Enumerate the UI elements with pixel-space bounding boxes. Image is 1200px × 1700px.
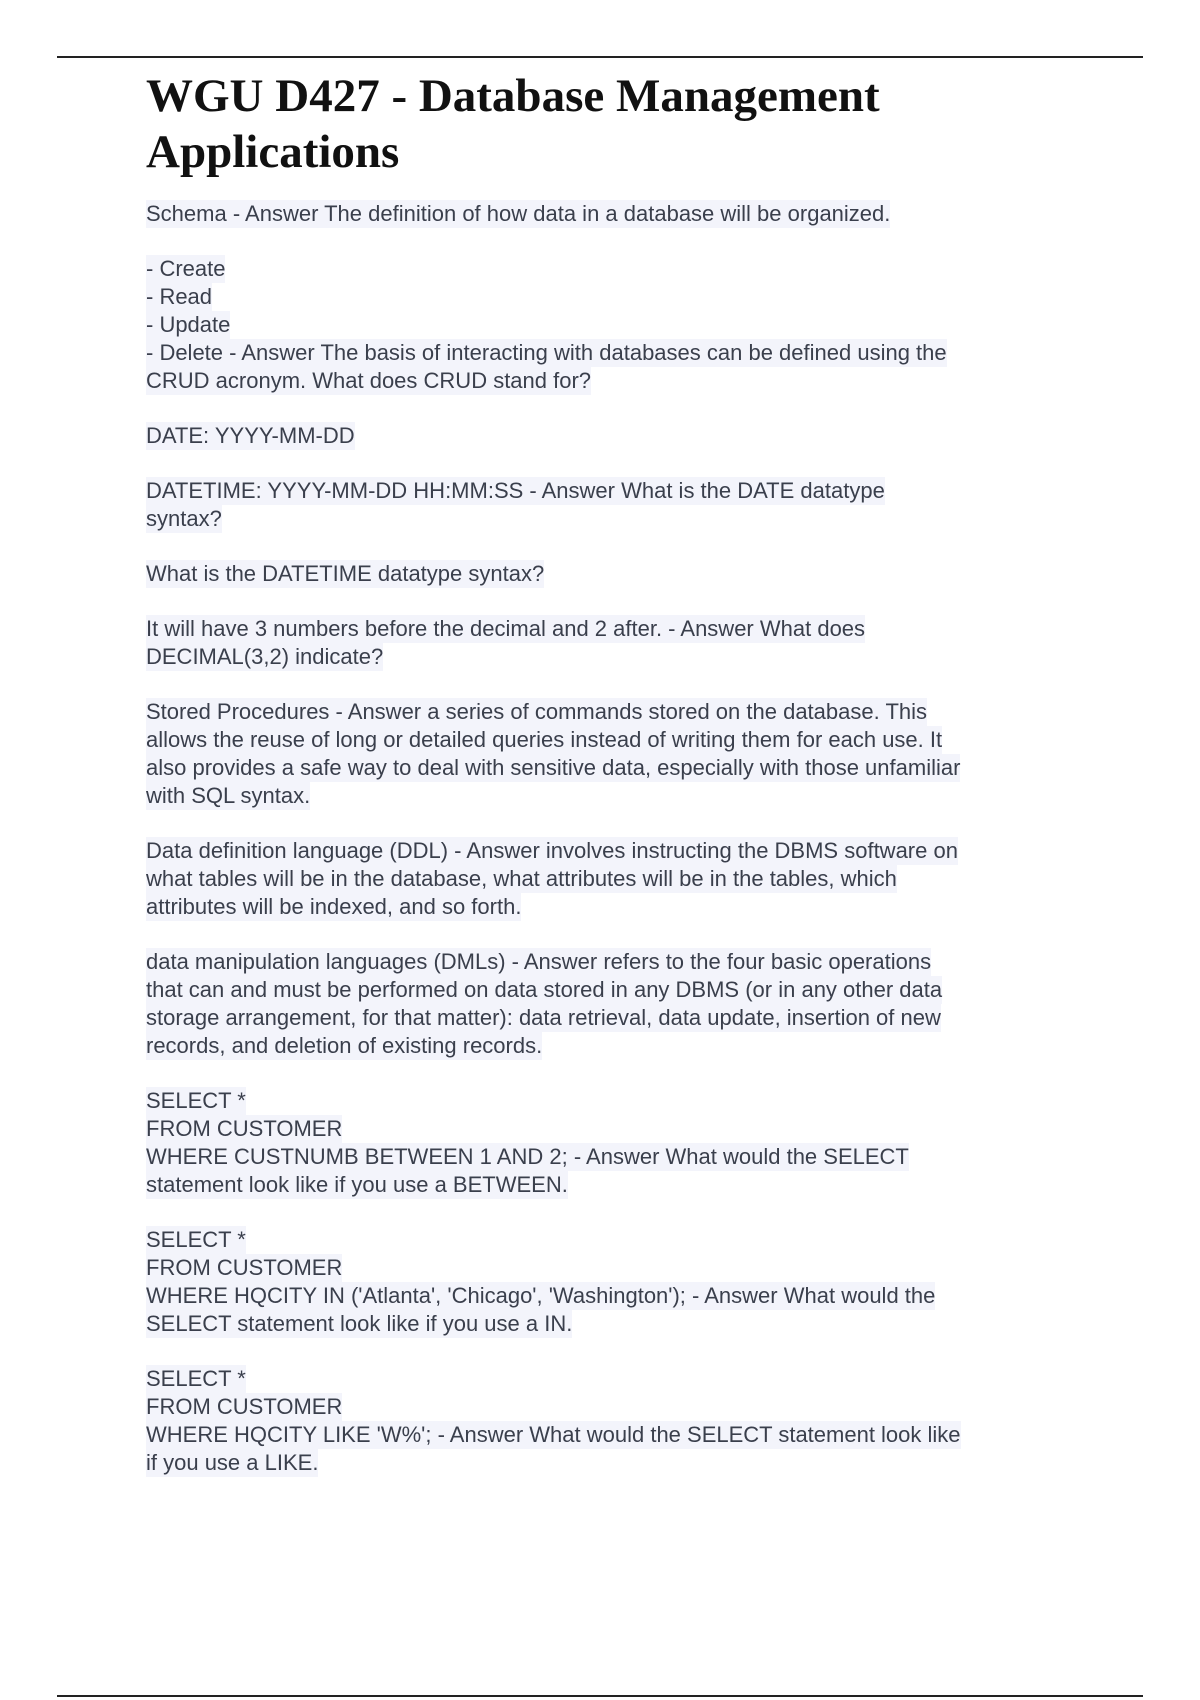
- flashcard-entry: [146, 948, 1066, 1060]
- flashcard-text-line: what tables will be in the database, what attributes will be in the tables, which: [146, 866, 897, 891]
- flashcard-text-line: that can and must be performed on data stored in any DBMS (or in any other data: [146, 977, 943, 1002]
- flashcard-entry: [146, 422, 1066, 450]
- flashcard-text-line: attributes will be indexed, and so forth.: [146, 894, 522, 919]
- flashcard-entry: [146, 255, 1066, 395]
- flashcard-text-line: Schema - Answer The definition of how data in a database will be organized.: [146, 201, 891, 226]
- flashcard-text-line: SELECT *: [146, 1366, 246, 1391]
- flashcard-text-line: FROM CUSTOMER: [146, 1116, 343, 1141]
- flashcard-text-line: What is the DATETIME datatype syntax?: [146, 561, 545, 586]
- flashcard-text-line: SELECT *: [146, 1227, 246, 1252]
- flashcard-entry: [146, 837, 1066, 921]
- flashcard-entry: [146, 1365, 1066, 1477]
- flashcard-text-line: syntax?: [146, 506, 222, 531]
- title-line: Applications: [146, 126, 400, 178]
- flashcard-text-line: WHERE CUSTNUMB BETWEEN 1 AND 2; - Answer What would the SELECT: [146, 1144, 909, 1169]
- flashcard-text-line: DECIMAL(3,2) indicate?: [146, 644, 384, 669]
- document-body: [146, 68, 1066, 1504]
- flashcard-text-line: statement look like if you use a BETWEEN.: [146, 1172, 568, 1197]
- flashcard-text-line: records, and deletion of existing records.: [146, 1033, 543, 1058]
- flashcard-text-line: allows the reuse of long or detailed queries instead of writing them for each use. It: [146, 727, 943, 752]
- flashcard-entry: [146, 560, 1066, 588]
- top-divider: [57, 56, 1143, 58]
- flashcard-text-line: SELECT statement look like if you use a IN.: [146, 1311, 573, 1336]
- flashcard-entry: [146, 698, 1066, 810]
- document-title: [146, 68, 1066, 180]
- flashcard-text-line: Data definition language (DDL) - Answer involves instructing the DBMS software on: [146, 838, 958, 863]
- flashcard-text-line: data manipulation languages (DMLs) - Answer refers to the four basic operations: [146, 949, 932, 974]
- title-line: WGU D427 - Database Management: [146, 70, 880, 122]
- flashcard-text-line: storage arrangement, for that matter): data retrieval, data update, insertion of new: [146, 1005, 941, 1030]
- flashcard-entry: [146, 200, 1066, 228]
- flashcard-text-line: FROM CUSTOMER: [146, 1255, 343, 1280]
- flashcard-text-line: if you use a LIKE.: [146, 1450, 319, 1475]
- flashcard-text-line: DATE: YYYY-MM-DD: [146, 423, 355, 448]
- flashcard-text-line: SELECT *: [146, 1088, 246, 1113]
- flashcard-entry: [146, 1226, 1066, 1338]
- flashcard-entry: [146, 1087, 1066, 1199]
- flashcard-text-line: - Create: [146, 256, 226, 281]
- flashcard-text-line: - Read: [146, 284, 213, 309]
- flashcard-text-line: with SQL syntax.: [146, 783, 311, 808]
- flashcard-text-line: WHERE HQCITY IN ('Atlanta', 'Chicago', 'Washington'); - Answer What would the: [146, 1283, 936, 1308]
- flashcard-text-line: WHERE HQCITY LIKE 'W%'; - Answer What would the SELECT statement look like: [146, 1422, 961, 1447]
- flashcard-text-line: - Delete - Answer The basis of interacting with databases can be defined using the: [146, 340, 947, 365]
- flashcard-entry: [146, 615, 1066, 671]
- flashcard-text-line: - Update: [146, 312, 231, 337]
- flashcard-text-line: FROM CUSTOMER: [146, 1394, 343, 1419]
- bottom-divider: [57, 1695, 1143, 1697]
- flashcard-text-line: Stored Procedures - Answer a series of commands stored on the database. This: [146, 699, 927, 724]
- flashcard-list: [146, 200, 1066, 1477]
- flashcard-text-line: DATETIME: YYYY-MM-DD HH:MM:SS - Answer What is the DATE datatype: [146, 478, 885, 503]
- flashcard-text-line: CRUD acronym. What does CRUD stand for?: [146, 368, 592, 393]
- flashcard-entry: [146, 477, 1066, 533]
- flashcard-text-line: It will have 3 numbers before the decimal and 2 after. - Answer What does: [146, 616, 866, 641]
- flashcard-text-line: also provides a safe way to deal with sensitive data, especially with those unfamiliar: [146, 755, 961, 780]
